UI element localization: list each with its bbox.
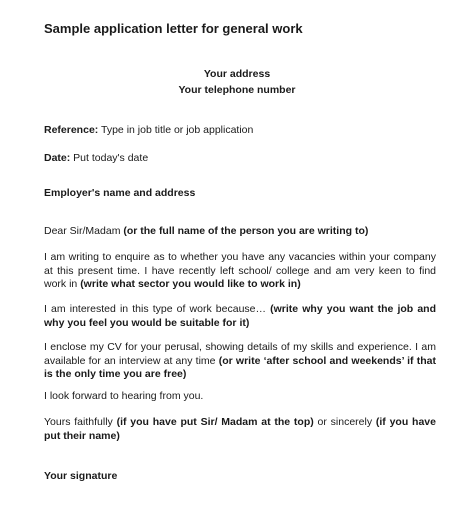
signoff-text-2: or sincerely (313, 416, 376, 428)
reference-label: Reference: (44, 124, 99, 136)
paragraph-2 (44, 303, 436, 330)
paragraph-1-note: (write what sector you would like to work in) (80, 278, 301, 290)
date-line (44, 152, 148, 164)
salutation-line (44, 225, 368, 237)
signoff-text-1: Yours faithfully (44, 416, 117, 428)
reference-text: Type in job title or job application (98, 124, 254, 136)
closing-line: I look forward to hearing from you. (44, 390, 204, 402)
reference-line (44, 124, 253, 136)
document-title: Sample application letter for general work (44, 21, 303, 36)
salutation-note: (or the full name of the person you are writing to) (123, 225, 369, 237)
employer-line (44, 187, 195, 199)
paragraph-1 (44, 251, 436, 292)
signature-label: Your signature (44, 470, 118, 482)
your-address: Your address (203, 68, 271, 80)
signoff-note-1: (if you have put Sir/ Madam at the top) (116, 416, 314, 428)
date-text: Put today's date (70, 152, 149, 164)
date-label: Date: (44, 152, 71, 164)
paragraph-3 (44, 341, 436, 382)
your-telephone-number: Your telephone number (178, 84, 296, 96)
signoff-note-2: (if you have put their name) (44, 416, 436, 442)
paragraph-1-text: I am writing to enquire as to whether you have any vacancies within your company at this present time. I have recently left school/ college and am very keen to find work in (44, 251, 436, 290)
paragraph-3-note: (or write ‘after school and weekends’ if that is the only time you are free) (44, 354, 436, 380)
signoff (44, 416, 436, 443)
paragraph-2-note: (write why you want the job and why you feel you would be suitable for it) (44, 303, 436, 329)
paragraph-2-text: I am interested in this type of work because… (44, 303, 271, 315)
paragraph-3-text: I enclose my CV for your perusal, showing details of my skills and experience. I am available for an interview at any time (44, 341, 436, 367)
signature-line (44, 470, 117, 482)
salutation-text: Dear Sir/Madam (44, 225, 124, 237)
employer-label: Employer's name and address (44, 187, 196, 199)
